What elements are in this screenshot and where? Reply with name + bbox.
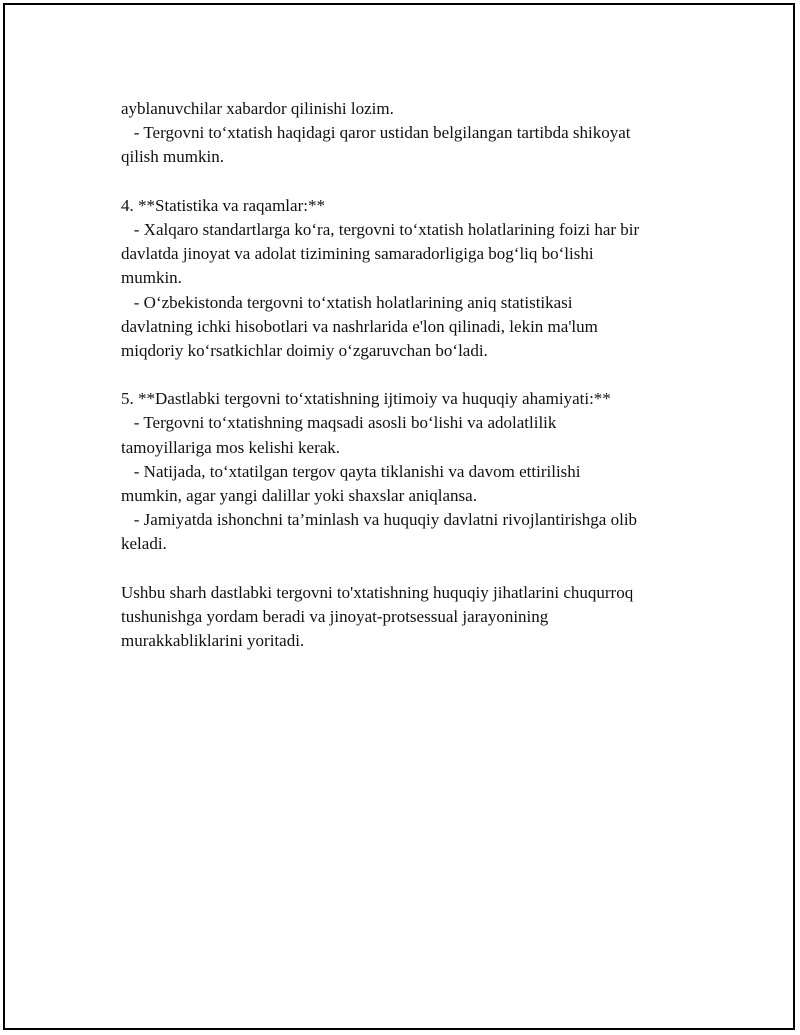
text-line: - Xalqaro standartlarga ko‘ra, tergovni to‘xtatish holatlarining foizi har bir xyxy=(121,219,640,239)
paragraph-spacer xyxy=(121,363,701,387)
text-line: mumkin. xyxy=(121,268,182,288)
text-line: tamoyillariga mos kelishi kerak. xyxy=(121,437,341,457)
document-body xyxy=(121,97,701,653)
paragraph-appeal xyxy=(121,97,701,170)
text-line: murakkabliklarini yoritadi. xyxy=(121,631,305,651)
text-line: - Tergovni to‘xtatishning maqsadi asosli bo‘lishi va adolatlilik xyxy=(121,413,557,433)
text-line: ayblanuvchilar xabardor qilinishi lozim. xyxy=(121,99,394,118)
text-line: davlatda jinoyat va adolat tizimining samaradorligiga bog‘liq bo‘lishi xyxy=(121,244,594,264)
text-line: davlatning ichki hisobotlari va nashrlarida e'lon qilinadi, lekin ma'lum xyxy=(121,316,598,336)
text-line: miqdoriy ko‘rsatkichlar doimiy o‘zgaruvchan bo‘ladi. xyxy=(121,340,488,360)
section-heading: 4. **Statistika va raqamlar:** xyxy=(121,195,325,215)
paragraph-significance xyxy=(121,387,701,556)
paragraph-spacer xyxy=(121,170,701,194)
paragraph-spacer xyxy=(121,557,701,581)
text-line: qilish mumkin. xyxy=(121,147,224,167)
text-line: keladi. xyxy=(121,534,167,554)
text-line: - Jamiyatda ishonchni ta’minlash va huquqiy davlatni rivojlantirishga olib xyxy=(121,510,638,530)
paragraph-statistics xyxy=(121,194,701,363)
text-line: Ushbu sharh dastlabki tergovni to'xtatishning huquqiy jihatlarini chuqurroq xyxy=(121,582,634,602)
section-heading: 5. **Dastlabki tergovni to‘xtatishning ijtimoiy va huquqiy ahamiyati:** xyxy=(121,389,611,409)
text-line: - Tergovni to‘xtatish haqidagi qaror ustidan belgilangan tartibda shikoyat xyxy=(121,123,631,143)
paragraph-conclusion xyxy=(121,581,701,654)
text-line: - O‘zbekistonda tergovni to‘xtatish holatlarining aniq statistikasi xyxy=(121,292,573,312)
text-line: mumkin, agar yangi dalillar yoki shaxslar aniqlansa. xyxy=(121,486,477,505)
page-frame xyxy=(3,3,795,1030)
text-line: tushunishga yordam beradi va jinoyat-protsessual jarayonining xyxy=(121,606,549,626)
text-line: - Natijada, to‘xtatilgan tergov qayta tiklanishi va davom ettirilishi xyxy=(121,461,581,481)
